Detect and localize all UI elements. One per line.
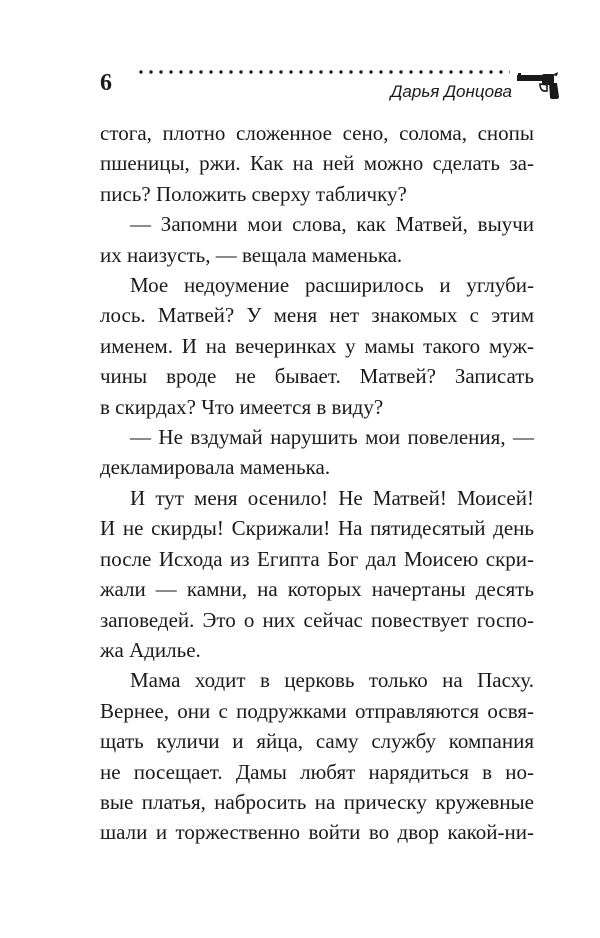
text-line: Вернее, они с подружками отправляются освя- (100, 698, 534, 723)
paragraph (100, 665, 534, 847)
page-number: 6 (100, 70, 112, 96)
paragraph (100, 209, 534, 270)
text-line: вые платья, набросить на прическу кружевные (100, 789, 534, 814)
text-line: И не скирды! Скрижали! На пятидесятый день (100, 516, 534, 541)
dotted-rule (136, 66, 510, 78)
text-line: жа Адилье. (100, 637, 201, 662)
text-line: чины вроде не бывает. Матвей? Записать (100, 364, 534, 389)
page-text (100, 118, 534, 848)
paragraph (100, 118, 534, 209)
text-line: Мое недоумение расширилось и углуби- (130, 273, 534, 298)
paragraph (100, 483, 534, 665)
text-line: шали и торжественно войти во двор какой-ни- (100, 820, 534, 845)
paragraph (100, 422, 534, 483)
text-line: не посещает. Дамы любят нарядиться в но- (100, 759, 534, 784)
text-line: заповедей. Это о них сейчас повествует госпо- (100, 607, 534, 632)
text-line: — Запомни мои слова, как Матвей, выучи (130, 212, 534, 237)
text-line: пись? Положить сверху табличку? (100, 181, 407, 206)
text-line: их наизусть, — вещала маменька. (100, 242, 403, 267)
running-head-author: Дарья Донцова (390, 82, 512, 101)
text-line: щать куличи и яйца, саму службу компания (100, 729, 534, 754)
text-line: лось. Матвей? У меня нет знакомых с этим (100, 303, 534, 328)
text-line: — Не вздумай нарушить мои повеления, — (130, 425, 534, 450)
text-line: И тут меня осенило! Не Матвей! Моисей! (130, 485, 534, 510)
text-line: стога, плотно сложенное сено, солома, снопы (100, 121, 534, 145)
text-line: в скирдах? Что имеется в виду? (100, 394, 384, 419)
revolver-icon (516, 72, 560, 100)
paragraph (100, 270, 534, 422)
text-line: Мама ходит в церковь только на Пасху. (130, 668, 534, 693)
text-line: пшеницы, ржи. Как на ней можно сделать за- (100, 151, 534, 176)
text-line: жали — камни, на которых начертаны десять (100, 577, 534, 602)
text-line: после Исхода из Египта Бог дал Моисею скри- (100, 546, 534, 571)
text-line: декламировала маменька. (100, 455, 331, 480)
text-line: именем. И на вечеринках у мамы такого муж- (100, 333, 534, 358)
